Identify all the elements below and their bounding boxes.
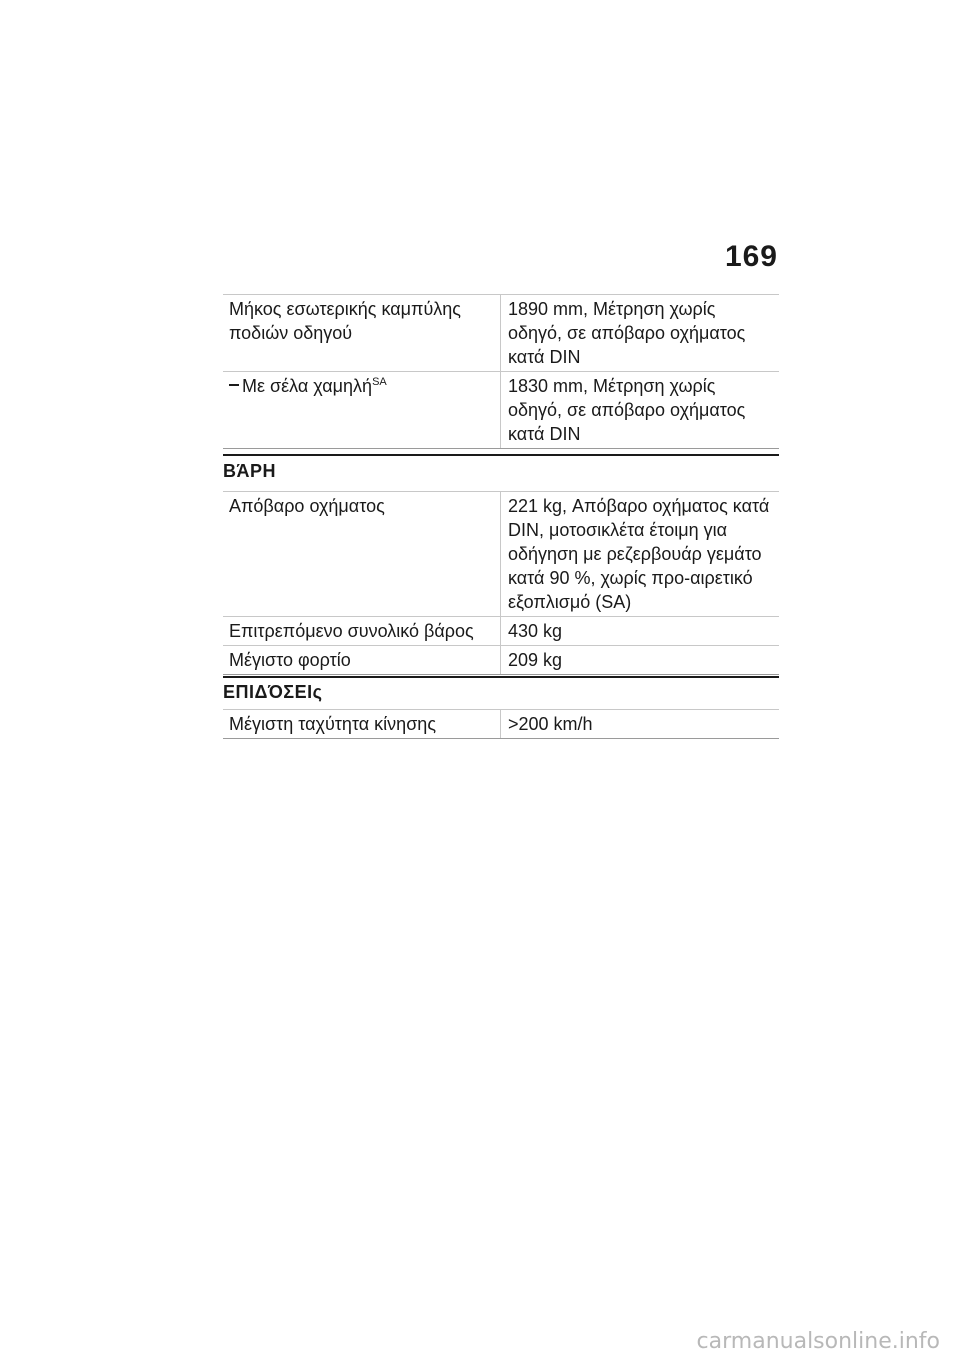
performance-table [223, 709, 779, 739]
dash-icon [229, 384, 239, 386]
table-row [223, 372, 779, 449]
spec-value: 1890 mm, Μέτρηση χωρίς οδηγό, σε απόβαρο οχήματος κατά DIN [501, 295, 780, 372]
table-row [223, 646, 779, 675]
watermark: carmanualsonline.info [696, 1329, 940, 1354]
table-row [223, 295, 779, 372]
spec-value: 221 kg, Απόβαρο οχήματος κατά DIN, μοτοσικλέτα έτοιμη για οδήγηση με ρεζερβουάρ γεμάτο κατά 90 %, χωρίς προ-αιρετικό εξοπλισμό (SA) [501, 492, 780, 617]
section-heading-weights: ΒΆΡΗ [223, 461, 277, 481]
spec-value: 209 kg [501, 646, 780, 675]
page-number: 169 [724, 240, 778, 273]
spec-value: >200 km/h [501, 710, 780, 739]
spec-label: Μέγιστο φορτίο [223, 646, 501, 675]
spec-value: 1830 mm, Μέτρηση χωρίς οδηγό, σε απόβαρο οχήματος κατά DIN [501, 372, 780, 449]
spec-label: Μέγιστη ταχύτητα κίνησης [223, 710, 501, 739]
section-rule [223, 676, 779, 678]
table-row [223, 710, 779, 739]
section-heading-performance: ΕΠΙΔΌΣΕΙς [223, 682, 323, 702]
dimensions-table [223, 294, 779, 449]
weights-table [223, 491, 779, 675]
table-row [223, 617, 779, 646]
spec-label: Απόβαρο οχήματος [223, 492, 501, 617]
spec-value: 430 kg [501, 617, 780, 646]
section-rule [223, 454, 779, 456]
spec-label: Με σέλα χαμηλή [242, 376, 373, 396]
spec-label-cell [223, 372, 501, 449]
spec-label: Επιτρεπόμενο συνολικό βάρος [223, 617, 501, 646]
dimensions-table-section [223, 294, 779, 449]
spec-label: Μήκος εσωτερικής καμπύλης ποδιών οδηγού [223, 295, 501, 372]
option-sup: SA [372, 376, 387, 388]
performance-table-section [223, 709, 779, 739]
weights-table-section [223, 491, 779, 675]
table-row [223, 492, 779, 617]
